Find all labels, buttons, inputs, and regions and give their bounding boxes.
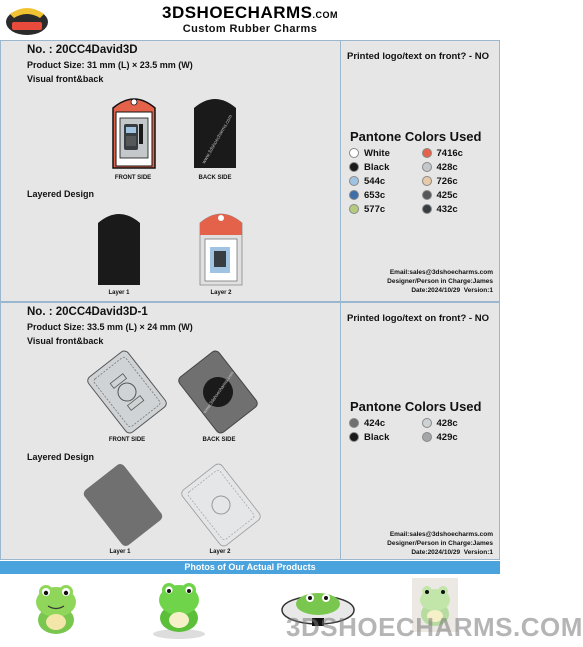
color-info	[341, 41, 498, 301]
date-version: Date:2024/10/29 Version:1	[411, 549, 493, 556]
product-details	[1, 303, 341, 559]
back-side-image	[179, 353, 257, 431]
frog-photo-1	[26, 576, 86, 638]
contact-email: Email:sales@3dshoecharms.com	[389, 269, 493, 276]
pantone-color-item	[349, 417, 422, 429]
color-swatch	[422, 418, 432, 428]
color-swatch	[422, 162, 432, 172]
visual-label: Visual front&back	[27, 336, 104, 346]
pantone-title: Pantone Colors Used	[350, 129, 482, 144]
color-name: 428c	[436, 417, 458, 429]
layer-1-caption: Layer 1	[109, 549, 131, 555]
color-swatch	[349, 148, 359, 158]
color-name: 7416c	[436, 147, 463, 159]
front-side-image	[109, 94, 159, 170]
color-info	[341, 303, 498, 559]
color-name: 726c	[436, 175, 458, 187]
color-name: 428c	[436, 161, 458, 173]
pantone-color-item	[422, 417, 495, 429]
color-swatch	[349, 162, 359, 172]
layer-2-caption: Layer 2	[209, 549, 231, 555]
pantone-color-list	[349, 147, 494, 215]
pantone-color-item	[422, 175, 495, 187]
color-name: 424c	[364, 417, 386, 429]
pantone-color-item	[349, 431, 422, 443]
pantone-title: Pantone Colors Used	[350, 399, 482, 414]
layer-2-image	[181, 465, 261, 545]
product-section-1	[0, 40, 500, 302]
back-side-url: www.3dshoecharms.com	[201, 113, 235, 166]
product-number: No. : 20CC4David3D	[27, 44, 138, 56]
color-name: 653c	[364, 189, 386, 201]
color-name: White	[364, 147, 390, 159]
pantone-color-item	[349, 203, 422, 215]
pantone-color-item	[349, 175, 422, 187]
color-swatch	[349, 432, 359, 442]
color-name: 425c	[436, 189, 458, 201]
contact-info	[387, 530, 493, 557]
visual-label: Visual front&back	[27, 74, 104, 84]
color-name: 429c	[436, 431, 458, 443]
color-name: Black	[364, 431, 390, 443]
pantone-color-item	[422, 189, 495, 201]
color-swatch	[422, 190, 432, 200]
printed-logo-note: Printed logo/text on front? - NO	[347, 51, 489, 62]
pantone-color-item	[349, 189, 422, 201]
layered-label: Layered Design	[27, 452, 95, 462]
layer-1-caption: Layer 1	[108, 290, 130, 296]
front-side-caption: FRONT SIDE	[108, 437, 146, 443]
layer-1-image	[94, 209, 144, 287]
pantone-color-list	[349, 417, 494, 443]
color-swatch	[422, 176, 432, 186]
front-side-caption: FRONT SIDE	[114, 175, 152, 181]
page-header	[0, 0, 500, 40]
product-size: Product Size: 33.5 mm (L) × 24 mm (W)	[27, 322, 193, 332]
pantone-color-item	[349, 161, 422, 173]
product-number: No. : 20CC4David3D-1	[27, 306, 148, 318]
layered-label: Layered Design	[27, 189, 95, 199]
product-details	[1, 41, 341, 301]
color-name: 577c	[364, 203, 386, 215]
back-side-image	[190, 94, 240, 170]
back-side-caption: BACK SIDE	[198, 175, 232, 181]
printed-logo-note: Printed logo/text on front? - NO	[347, 313, 489, 324]
brand-name: 3DSHOECHARMS.COM	[161, 3, 339, 22]
contact-email: Email:sales@3dshoecharms.com	[389, 531, 493, 538]
color-swatch	[422, 204, 432, 214]
frog-photo-2	[148, 576, 210, 642]
photos-title: Photos of Our Actual Products	[0, 561, 500, 574]
color-name: Black	[364, 161, 390, 173]
layer-2-image	[196, 209, 246, 287]
color-swatch	[422, 432, 432, 442]
designer-name: Designer/Person in Charge:James	[387, 278, 493, 285]
layer-2-caption: Layer 2	[210, 290, 232, 296]
contact-info	[387, 268, 493, 295]
color-name: 544c	[364, 175, 386, 187]
color-name: 432c	[436, 203, 458, 215]
color-swatch	[349, 176, 359, 186]
back-side-url: www.3dshoecharms.com	[202, 370, 235, 415]
pantone-color-item	[422, 203, 495, 215]
designer-name: Designer/Person in Charge:James	[387, 540, 493, 547]
color-swatch	[349, 190, 359, 200]
back-side-caption: BACK SIDE	[202, 437, 236, 443]
product-size: Product Size: 31 mm (L) × 23.5 mm (W)	[27, 60, 193, 70]
layer-1-image	[83, 465, 163, 545]
pantone-color-item	[422, 431, 495, 443]
color-swatch	[349, 418, 359, 428]
brand-watermark: 3DSHOECHARMS.COM	[286, 612, 583, 642]
pantone-color-item	[422, 147, 495, 159]
color-swatch	[349, 204, 359, 214]
page-subtitle: Custom Rubber Charms	[182, 23, 318, 35]
product-section-2	[0, 302, 500, 560]
date-version: Date:2024/10/29 Version:1	[411, 287, 493, 294]
front-side-image	[88, 353, 166, 431]
color-swatch	[422, 148, 432, 158]
pantone-color-item	[422, 161, 495, 173]
pantone-color-item	[349, 147, 422, 159]
